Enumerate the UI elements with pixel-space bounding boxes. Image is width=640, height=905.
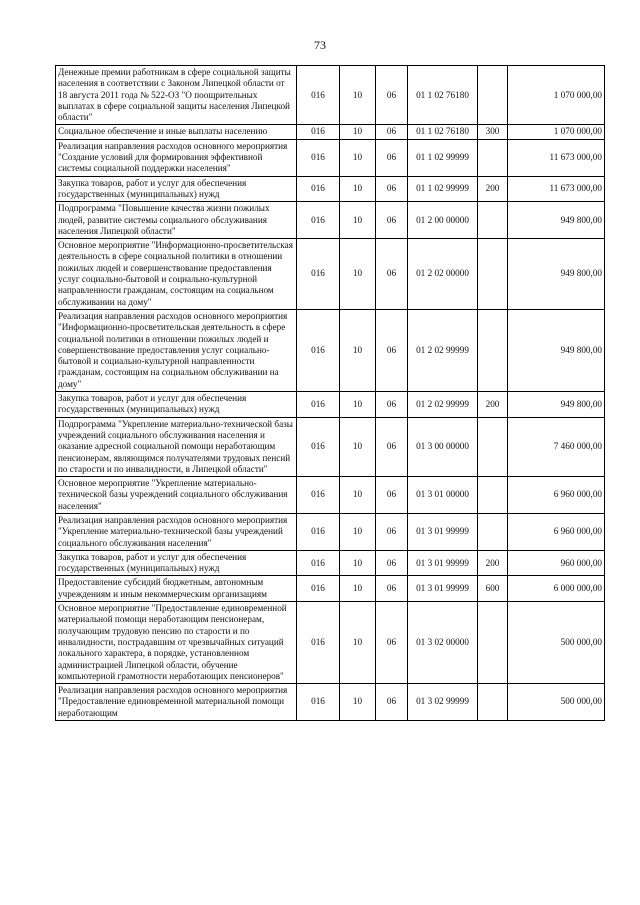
subsection-code-cell: 06: [376, 684, 408, 721]
amount-cell: 949 800,00: [508, 392, 605, 418]
expense-type-code-cell: [478, 66, 508, 125]
target-article-code-cell: 01 3 02 00000: [408, 602, 478, 684]
expense-type-code-cell: [478, 602, 508, 684]
subsection-code-cell: 06: [376, 139, 408, 176]
subsection-code-cell: 06: [376, 550, 408, 576]
target-article-code-cell: 01 3 01 99999: [408, 550, 478, 576]
expense-type-code-cell: [478, 684, 508, 721]
ministry-code-cell: 016: [297, 202, 340, 239]
page-number: 73: [314, 38, 326, 52]
subsection-code-cell: 06: [376, 239, 408, 310]
table-row: [56, 239, 605, 310]
expense-type-code-cell: 600: [478, 576, 508, 602]
subsection-code-cell: 06: [376, 576, 408, 602]
target-article-code-cell: 01 3 01 99999: [408, 513, 478, 550]
subsection-code-cell: 06: [376, 176, 408, 202]
subsection-code-cell: 06: [376, 66, 408, 125]
item-name-cell: Реализация направления расходов основного мероприятия "Укрепление материально-технической базы учреждений социального обслуживания населения": [56, 513, 297, 550]
table-row: [56, 309, 605, 391]
item-name-cell: Социальное обеспечение и иные выплаты населению: [56, 125, 297, 139]
table-row: [56, 477, 605, 514]
section-code-cell: 10: [340, 602, 376, 684]
expense-type-code-cell: [478, 417, 508, 476]
subsection-code-cell: 06: [376, 477, 408, 514]
amount-cell: 949 800,00: [508, 202, 605, 239]
ministry-code-cell: 016: [297, 684, 340, 721]
item-name-cell: Реализация направления расходов основного мероприятия "Информационно-просветительская деятельность в сфере социальной политики в отношении пожилых людей и совершенствование предоставления услуг социально-бытовой и социально-культурной направленности гражданам, состоящим на социальном обслуживании на дому": [56, 309, 297, 391]
item-name-cell: Реализация направления расходов основного мероприятия "Создание условий для формирования эффективной системы социальной поддержки населения": [56, 139, 297, 176]
target-article-code-cell: 01 3 00 00000: [408, 417, 478, 476]
section-code-cell: 10: [340, 392, 376, 418]
target-article-code-cell: 01 1 02 76180: [408, 66, 478, 125]
target-article-code-cell: 01 2 02 99999: [408, 309, 478, 391]
expense-type-code-cell: [478, 513, 508, 550]
target-article-code-cell: 01 1 02 76180: [408, 125, 478, 139]
section-code-cell: 10: [340, 576, 376, 602]
table-row: [56, 125, 605, 139]
table-row: [56, 513, 605, 550]
subsection-code-cell: 06: [376, 392, 408, 418]
amount-cell: 6 960 000,00: [508, 513, 605, 550]
target-article-code-cell: 01 3 01 00000: [408, 477, 478, 514]
item-name-cell: Предоставление субсидий бюджетным, автономным учреждениям и иным некоммерческим организациям: [56, 576, 297, 602]
section-code-cell: 10: [340, 202, 376, 239]
subsection-code-cell: 06: [376, 513, 408, 550]
ministry-code-cell: 016: [297, 513, 340, 550]
expense-type-code-cell: [478, 139, 508, 176]
target-article-code-cell: 01 2 02 99999: [408, 392, 478, 418]
ministry-code-cell: 016: [297, 66, 340, 125]
target-article-code-cell: 01 3 01 99999: [408, 576, 478, 602]
section-code-cell: 10: [340, 684, 376, 721]
amount-cell: 500 000,00: [508, 602, 605, 684]
amount-cell: 11 673 000,00: [508, 139, 605, 176]
section-code-cell: 10: [340, 239, 376, 310]
ministry-code-cell: 016: [297, 239, 340, 310]
amount-cell: 500 000,00: [508, 684, 605, 721]
expense-type-code-cell: [478, 239, 508, 310]
section-code-cell: 10: [340, 477, 376, 514]
amount-cell: 6 000 000,00: [508, 576, 605, 602]
item-name-cell: Закупка товаров, работ и услуг для обеспечения государственных (муниципальных) нужд: [56, 176, 297, 202]
target-article-code-cell: 01 3 02 99999: [408, 684, 478, 721]
section-code-cell: 10: [340, 66, 376, 125]
table-row: [56, 176, 605, 202]
ministry-code-cell: 016: [297, 392, 340, 418]
subsection-code-cell: 06: [376, 417, 408, 476]
expense-type-code-cell: 200: [478, 550, 508, 576]
target-article-code-cell: 01 1 02 99999: [408, 176, 478, 202]
amount-cell: 11 673 000,00: [508, 176, 605, 202]
section-code-cell: 10: [340, 417, 376, 476]
amount-cell: 1 070 000,00: [508, 125, 605, 139]
amount-cell: 960 000,00: [508, 550, 605, 576]
amount-cell: 7 460 000,00: [508, 417, 605, 476]
table-row: [56, 576, 605, 602]
budget-table: [55, 65, 605, 721]
target-article-code-cell: 01 1 02 99999: [408, 139, 478, 176]
target-article-code-cell: 01 2 00 00000: [408, 202, 478, 239]
ministry-code-cell: 016: [297, 309, 340, 391]
table-row: [56, 602, 605, 684]
amount-cell: 949 800,00: [508, 239, 605, 310]
expense-type-code-cell: [478, 477, 508, 514]
amount-cell: 949 800,00: [508, 309, 605, 391]
item-name-cell: Реализация направления расходов основного мероприятия "Предоставление единовременной материальной помощи неработающим: [56, 684, 297, 721]
ministry-code-cell: 016: [297, 417, 340, 476]
section-code-cell: 10: [340, 309, 376, 391]
ministry-code-cell: 016: [297, 477, 340, 514]
ministry-code-cell: 016: [297, 576, 340, 602]
table-row: [56, 392, 605, 418]
item-name-cell: Основное мероприятие "Укрепление материально-технической базы учреждений социального обслуживания населения": [56, 477, 297, 514]
item-name-cell: Основное мероприятие "Предоставление единовременной материальной помощи неработающим пенсионерам, получающим трудовую пенсию по старости и по инвалидности, пострадавшим от чрезвычайных ситуаций локального характера, в порядке, установленном администрацией Липецкой области, обучение компьютерной грамотности неработающих пенсионеров": [56, 602, 297, 684]
expense-type-code-cell: [478, 309, 508, 391]
table-row: [56, 684, 605, 721]
ministry-code-cell: 016: [297, 550, 340, 576]
table-row: [56, 550, 605, 576]
amount-cell: 6 960 000,00: [508, 477, 605, 514]
section-code-cell: 10: [340, 176, 376, 202]
expense-type-code-cell: 300: [478, 125, 508, 139]
ministry-code-cell: 016: [297, 139, 340, 176]
section-code-cell: 10: [340, 125, 376, 139]
table-row: [56, 202, 605, 239]
subsection-code-cell: 06: [376, 202, 408, 239]
subsection-code-cell: 06: [376, 309, 408, 391]
table-row: [56, 66, 605, 125]
item-name-cell: Закупка товаров, работ и услуг для обеспечения государственных (муниципальных) нужд: [56, 392, 297, 418]
section-code-cell: 10: [340, 550, 376, 576]
budget-table-body: [56, 66, 605, 721]
table-row: [56, 417, 605, 476]
item-name-cell: Закупка товаров, работ и услуг для обеспечения государственных (муниципальных) нужд: [56, 550, 297, 576]
subsection-code-cell: 06: [376, 602, 408, 684]
amount-cell: 1 070 000,00: [508, 66, 605, 125]
expense-type-code-cell: 200: [478, 392, 508, 418]
subsection-code-cell: 06: [376, 125, 408, 139]
expense-type-code-cell: 200: [478, 176, 508, 202]
table-row: [56, 139, 605, 176]
item-name-cell: Подпрограмма "Повышение качества жизни пожилых людей, развитие системы социального обслуживания населения Липецкой области": [56, 202, 297, 239]
ministry-code-cell: 016: [297, 125, 340, 139]
item-name-cell: Подпрограмма "Укрепление материально-технической базы учреждений социального обслуживания населения и оказание адресной социальной помощи неработающим пенсионерам, являющимся получателями трудовых пенсий по старости и по инвалидности, в Липецкой области": [56, 417, 297, 476]
ministry-code-cell: 016: [297, 176, 340, 202]
ministry-code-cell: 016: [297, 602, 340, 684]
expense-type-code-cell: [478, 202, 508, 239]
section-code-cell: 10: [340, 139, 376, 176]
section-code-cell: 10: [340, 513, 376, 550]
item-name-cell: Основное мероприятие "Информационно-просветительская деятельность в сфере социальной политики в отношении пожилых людей и совершенствование предоставления услуг социально-бытовой и социально-культурной направленности гражданам, состоящим на социальном обслуживании на дому": [56, 239, 297, 310]
target-article-code-cell: 01 2 02 00000: [408, 239, 478, 310]
item-name-cell: Денежные премии работникам в сфере социальной защиты населения в соответствии с Законом Липецкой области от 18 августа 2011 года № 522-ОЗ "О поощрительных выплатах в сфере социальной защиты населения Липецкой области": [56, 66, 297, 125]
